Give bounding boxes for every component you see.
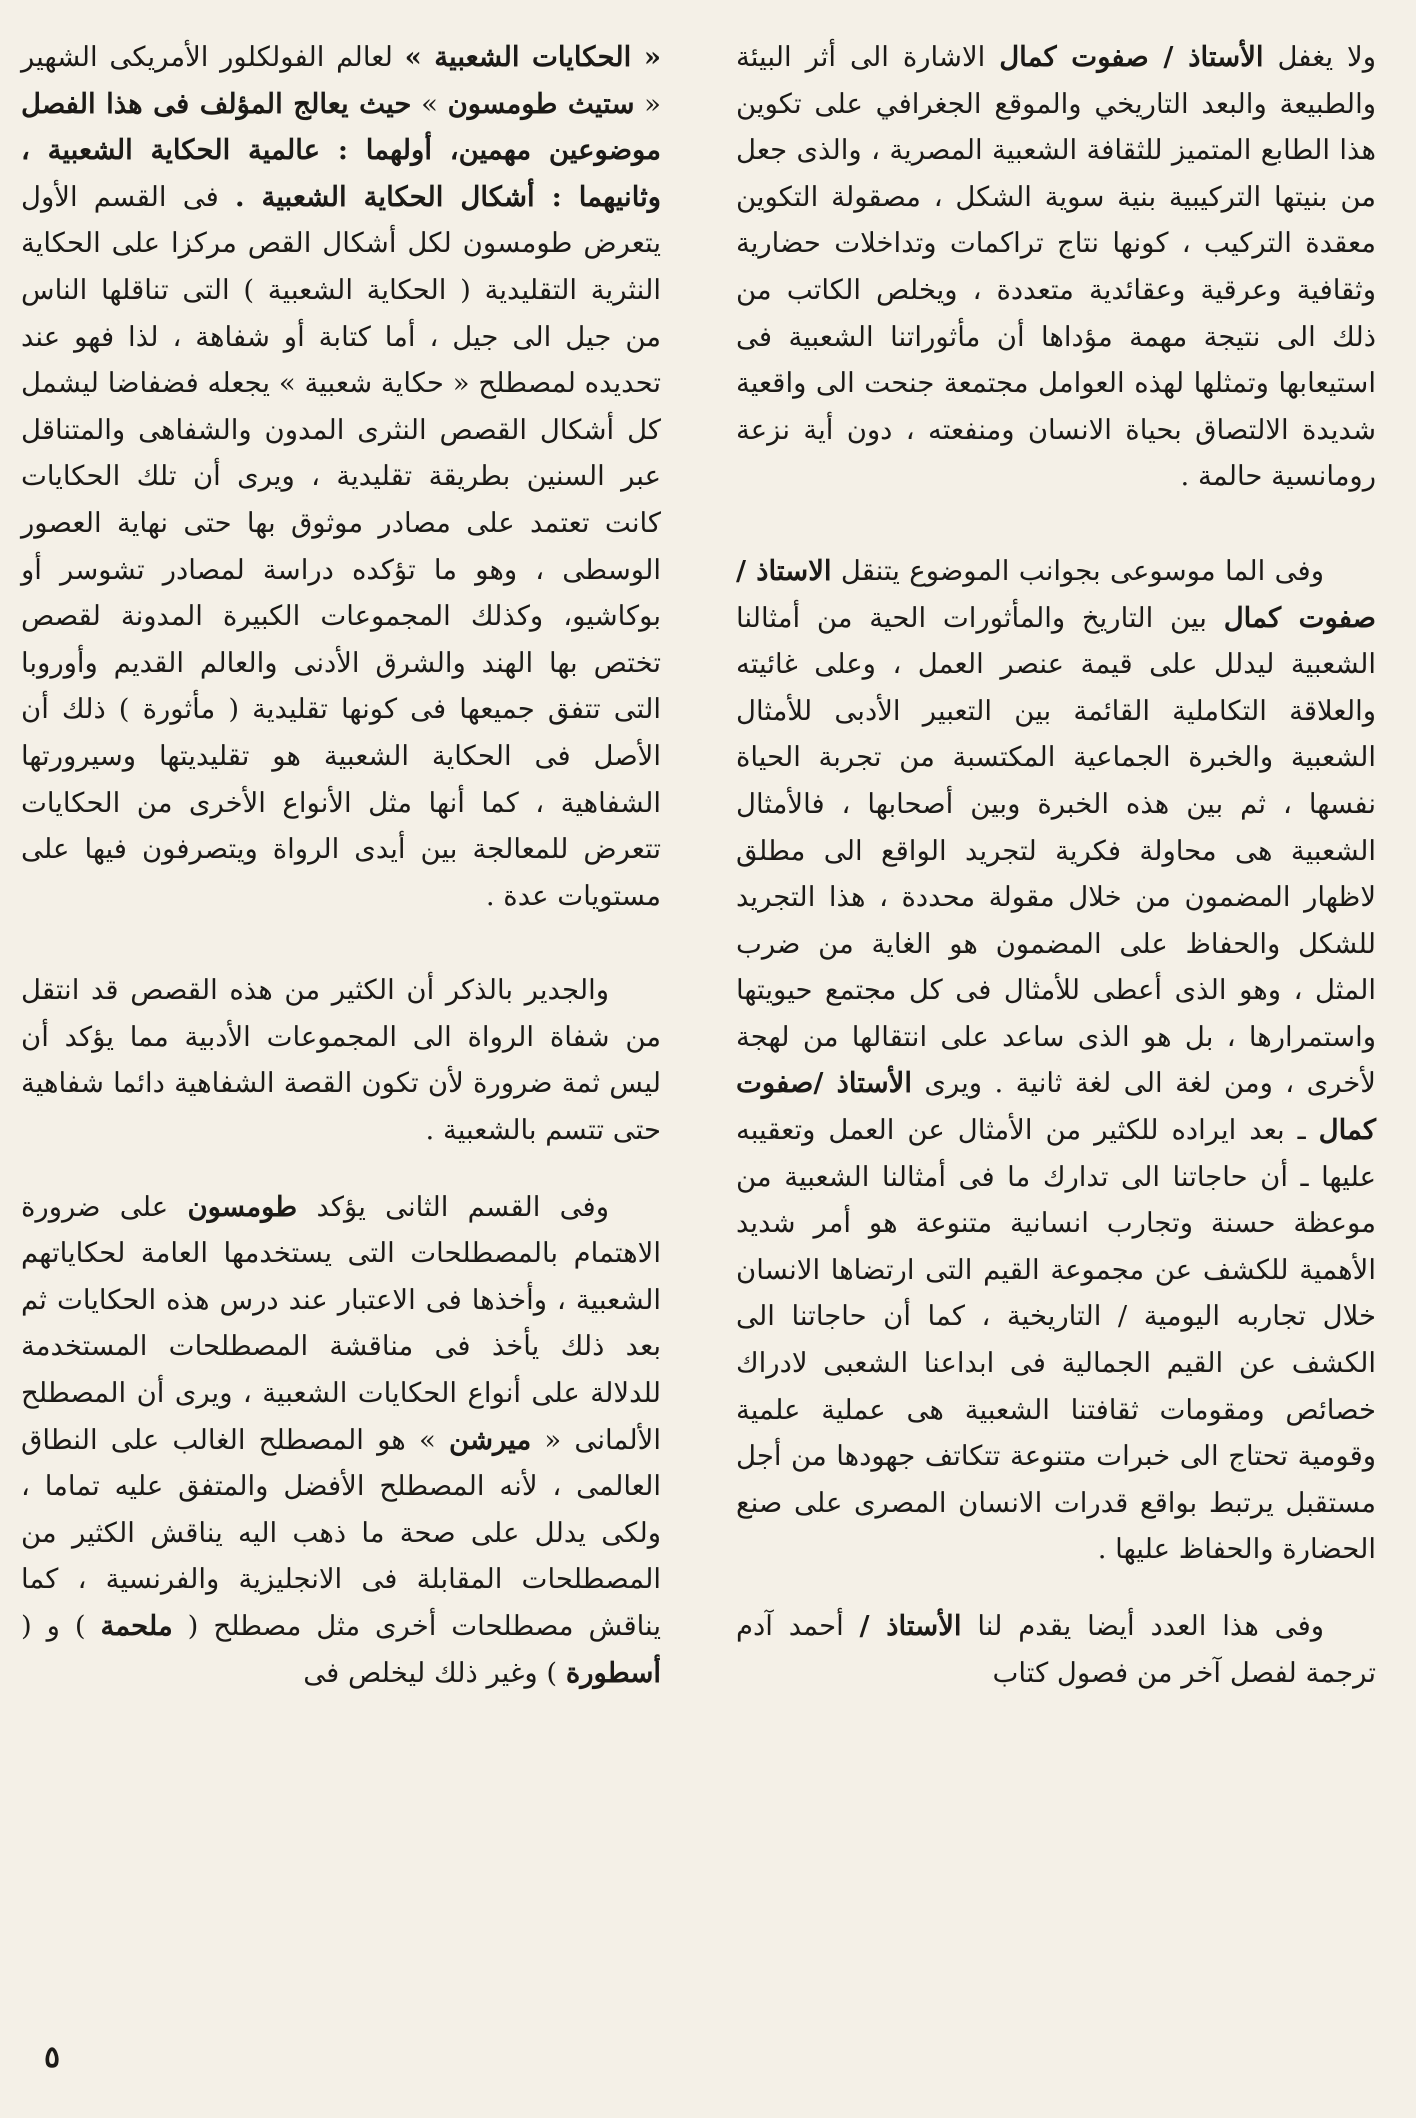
text-segment: ) وغير ذلك ليخلص فى [303,1656,566,1689]
topics-bold: حيث يعالج المؤلف فى هذا الفصل موضوعين مهمين، أولهما : عالمية الحكاية الشعبية ، وثانيهما : أشكال الحكاية الشعبية . [21,87,662,213]
term-bold: أسطورة [565,1656,661,1689]
text-segment: لعالم الفولكلور الأمريكى الشهير « [21,41,661,120]
author-name-bold: الأستاذ / صفوت كمال [999,41,1264,73]
author-name-bold: ستيث طومسون [447,87,635,120]
text-segment: » هو المصطلح الغالب على النطاق العالمى ، لأنه المصطلح الأفضل والمتفق عليه تماما ، ولكى يدلل على صحة ما ذهب اليه يناقش الكثير من المصطلحات المقابلة فى الانجليزية والفرنسية ، كما يناقش مصطلحات أخرى مثل مصطلح ( [21,1423,661,1642]
author-name-bold: طومسون [187,1190,298,1223]
page-number: ٥ [44,2040,61,2075]
right-column [736,34,1376,1696]
left-column [21,34,661,1696]
text-segment: فى القسم الأول يتعرض طومسون لكل أشكال القص مركزا على الحكاية النثرية التقليدية ( الحكاية الشعبية ) التى تناقلها الناس من جيل الى جيل ، أما كتابة أو شفاهة ، لذا فهو عند تحديده لمصطلح « حكاية شعبية » يجعله فضفاضا ليشمل كل أشكال القصص النثرى المدون والشفاهى والمتناقل عبر السنين بطريقة تقليدية ، ويرى أن تلك الحكايات كانت تعتمد على مصادر موثوق بها حتى نهاية العصور الوسطى ، وهو ما تؤكده دراسة لمصادر تشوسر أو بوكاشيو، وكذلك المجموعات الكبيرة المدونة لقصص تختص بها الهند والشرق الأدنى والعالم القديم وأوروبا التى تتفق جميعها فى كونها تقليدية ( مأثورة ) ذلك أن الأصل فى الحكاية الشعبية هو تقليديتها وسيرورتها الشفاهية ، كما أنها مثل الأنواع الأخرى من الحكايات تتعرض للمعالجة بين أيدى الرواة ويتصرفون فيها على مستويات عدة . [21,180,661,912]
author-name-bold: الأستاذ / [859,1610,962,1642]
text-segment: بين التاريخ والمأثورات الحية من أمثالنا الشعبية ليدلل على قيمة عنصر العمل ، وعلى غائيته والعلاقة التكاملية القائمة بين التعبير الأدبى للأمثال الشعبية والخبرة الجماعية المكتسبة من تجربة الحياة نفسها ، ثم بين هذه الخبرة وبين أصحابها ، فالأمثال الشعبية هى محاولة فكرية لتجريد الواقع الى مطلق لاظهار المضمون من خلال مقولة محددة ، هذا التجريد للشكل والحفاظ على المضمون هو الغاية من ضرب المثل ، وهو الذى أعطى للأمثال فى كل مجتمع حيويتها واستمرارها ، بل هو الذى ساعد على انتقالها من لهجة لأخرى ، ومن لغة الى لغة ثانية . ويرى [736,601,1376,1100]
text-segment: ولا يغفل [1263,41,1377,73]
text-segment: ـ بعد ايراده للكثير من الأمثال عن العمل وتعقيبه عليها ـ أن حاجاتنا الى تدارك ما فى أمثالنا الشعبية من موعظة حسنة وتجارب انسانية متنوعة هو أمر شديد الأهمية للكشف عن مجموعة القيم التى ارتضاها الانسان خلال تجاربه اليومية / التاريخية ، كما أن حاجاتنا الى الكشف عن القيم الجمالية فى ابداعنا الشعبى لادراك خصائص ومقومات ثقافتنا الشعبية هى عملية علمية وقومية تحتاج الى خبرات متنوعة تتكاتف جهودها من أجل مستقبل يرتبط بواقع قدرات الانسان المصرى على صنع الحضارة والحفاظ عليها . [736,1114,1376,1566]
author-name-bold: الأستاذ /صفوت كمال [736,1067,1376,1147]
paragraph [736,548,1376,1573]
paragraph [21,34,661,919]
paragraph [21,1184,661,1697]
text-segment: » [411,87,448,120]
paragraph [736,1603,1376,1696]
text-segment: والجدير بالذكر أن الكثير من هذه القصص قد انتقل من شفاة الرواة الى المجموعات الأدبية مما يؤكد أن ليس ثمة ضرورة لأن تكون القصة الشفاهية دائما شفاهية حتى تتسم بالشعبية . [21,974,661,1147]
text-segment: وفى القسم الثانى يؤكد [297,1190,609,1223]
paragraph [21,967,661,1153]
term-bold: ملحمة [100,1610,173,1642]
text-segment: على ضرورة الاهتمام بالمصطلحات التى يستخدمها العامة لحكاياتهم الشعبية ، وأخذها فى الاعتبار عند درس هذه الحكايات ثم بعد ذلك يأخذ فى مناقشة المصطلحات المستخدمة للدلالة على أنواع الحكايات الشعبية ، ويرى أن المصطلح الألمانى « [21,1190,661,1456]
text-segment: أحمد آدم ترجمة لفصل آخر من فصول كتاب [736,1610,1376,1689]
text-segment: وفى هذا العدد أيضا يقدم لنا [961,1610,1324,1642]
text-segment: ) و ( [21,1610,101,1642]
book-title-bold: « الحكايات الشعبية » [404,41,662,73]
author-name-bold: الاستاذ / صفوت كمال [736,554,1377,634]
paragraph [736,34,1376,500]
term-bold: ميرشن [449,1423,532,1456]
text-segment: وفى الما موسوعى بجوانب الموضوع يتنقل [831,554,1324,587]
text-segment: الاشارة الى أثر البيئة والطبيعة والبعد التاريخي والموقع الجغرافي على تكوين هذا الطابع المتميز للثقافة الشعبية المصرية ، والذى جعل من بنيتها التركيبية بنية سوية الشكل ، مصقولة التكوين معقدة التركيب ، كونها نتاج تراكمات وتداخلات حضارية وثقافية وعرقية وعقائدية متعددة ، ويخلص الكاتب من ذلك الى نتيجة مهمة مؤداها أن مأثوراتنا الشعبية فى استيعابها وتمثلها لهذه العوامل مجتمعة جنحت الى واقعية شديدة الالتصاق بحياة الانسان ومنفعته ، دون أية نزعة رومانسية حالمة . [736,41,1376,493]
